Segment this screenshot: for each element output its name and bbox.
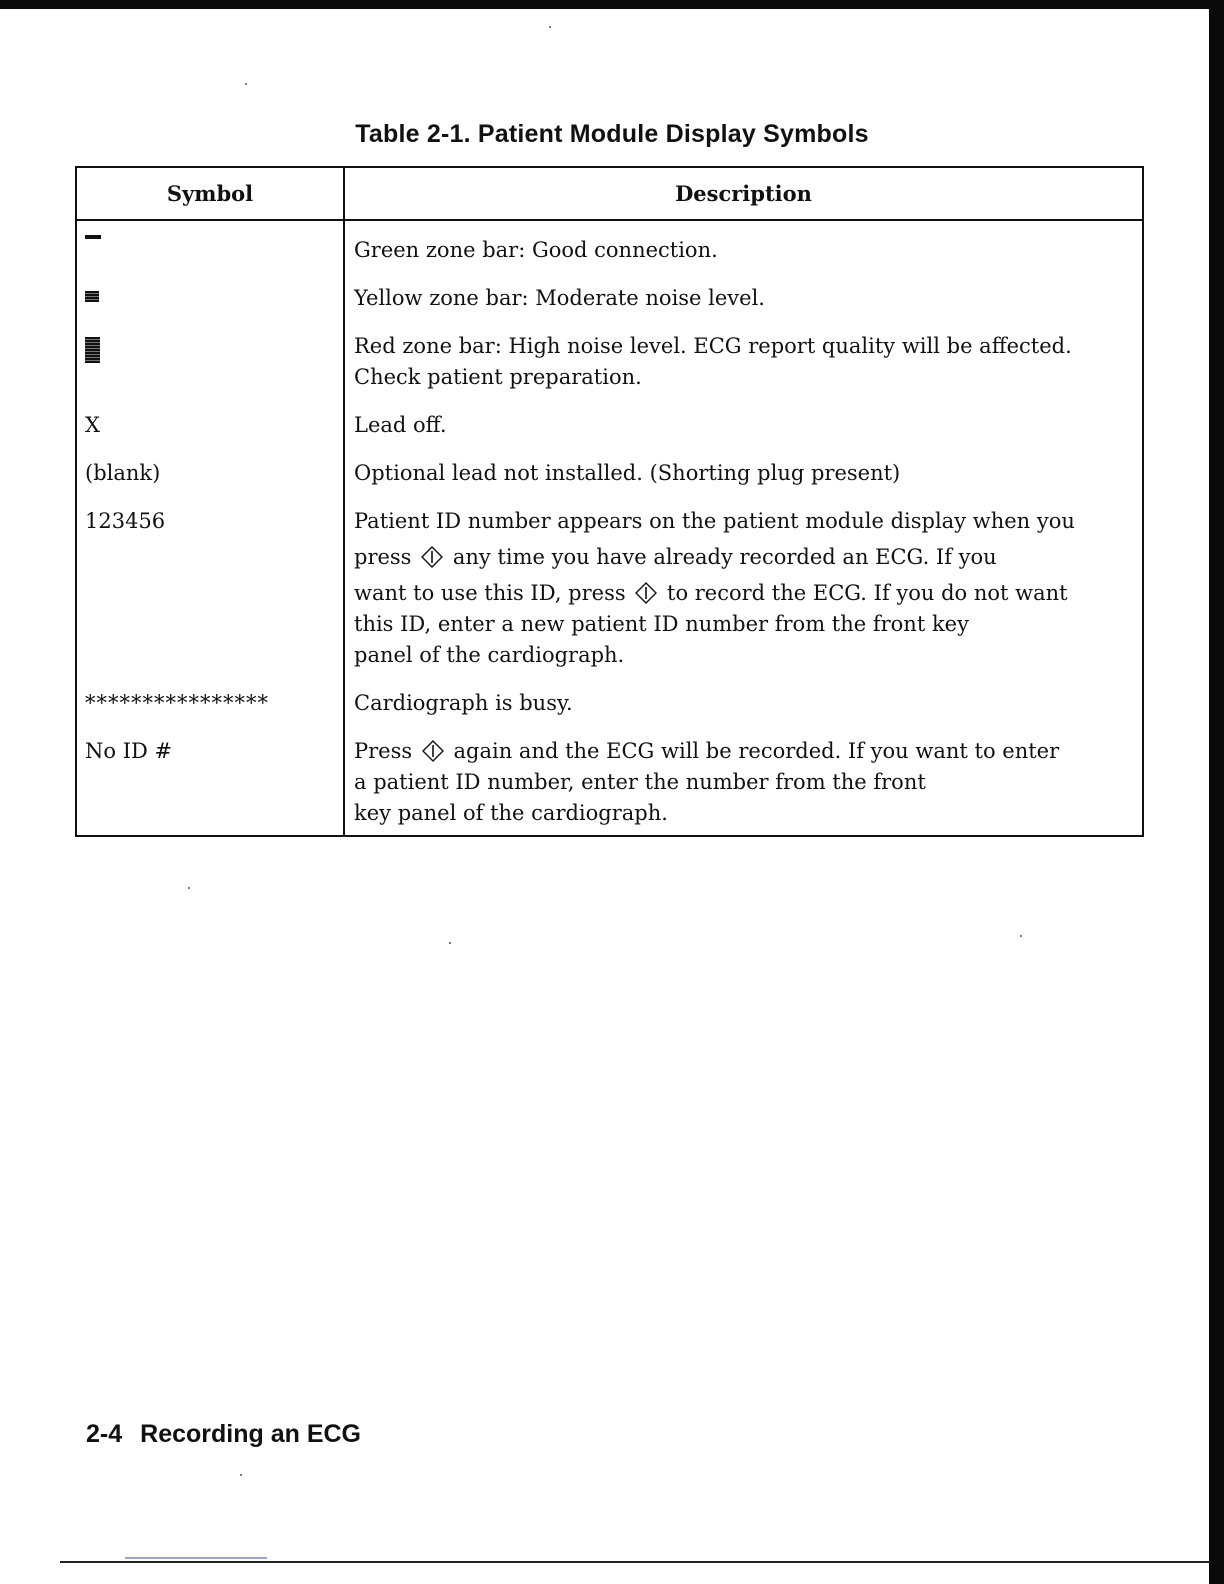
scan-speck <box>240 1474 242 1476</box>
record-key-icon <box>635 582 657 604</box>
table-row <box>76 736 1143 836</box>
symbol-cell: 123456 <box>76 506 344 688</box>
table-row <box>76 220 1143 283</box>
description-line: Red zone bar: High noise level. ECG report quality will be affected. <box>354 334 1072 358</box>
description-cell <box>344 283 1143 331</box>
description-line: Cardiograph is busy. <box>354 691 573 715</box>
description-cell <box>344 331 1143 410</box>
page-number: 2-4 <box>86 1420 123 1448</box>
page-footer <box>86 1420 361 1449</box>
table-row <box>76 688 1143 736</box>
scan-speck <box>188 887 190 889</box>
yellow-zone-bar-icon <box>85 291 99 302</box>
symbol-cell: (blank) <box>76 458 344 506</box>
description-line: a patient ID number, enter the number from the front <box>354 770 926 794</box>
scan-mark <box>125 1557 267 1559</box>
scan-border-bottom <box>60 1561 1210 1563</box>
description-line: Green zone bar: Good connection. <box>354 238 718 262</box>
description-line <box>354 542 1134 573</box>
record-key-icon <box>421 546 443 568</box>
table-row <box>76 506 1143 688</box>
description-line: this ID, enter a new patient ID number from the front key <box>354 612 969 636</box>
description-line: Patient ID number appears on the patient module display when you <box>354 509 1075 533</box>
symbol-cell <box>76 283 344 331</box>
description-line: Optional lead not installed. (Shorting plug present) <box>354 461 901 485</box>
description-text: press <box>354 545 412 569</box>
description-line: Check patient preparation. <box>354 365 642 389</box>
description-text: Press <box>354 739 413 763</box>
scan-border-top <box>0 0 1224 9</box>
description-line: Yellow zone bar: Moderate noise level. <box>354 286 765 310</box>
scan-speck <box>245 83 247 85</box>
description-cell <box>344 506 1143 688</box>
description-cell <box>344 458 1143 506</box>
description-line: key panel of the cardiograph. <box>354 801 668 825</box>
scan-speck <box>1020 935 1022 937</box>
description-line: panel of the cardiograph. <box>354 643 625 667</box>
symbols-table <box>75 166 1144 837</box>
description-cell <box>344 688 1143 736</box>
header-description: Description <box>344 167 1143 220</box>
description-line <box>354 578 1134 609</box>
symbol-cell: No ID # <box>76 736 344 836</box>
table-title: Table 2-1. Patient Module Display Symbols <box>355 120 869 148</box>
red-zone-bar-icon <box>85 337 100 363</box>
table-header-row <box>76 167 1143 220</box>
description-text: any time you have already recorded an ECG. If you <box>452 545 997 569</box>
description-line <box>354 736 1134 767</box>
scan-speck <box>449 942 451 944</box>
table-row <box>76 283 1143 331</box>
symbol-cell: **************** <box>76 688 344 736</box>
description-cell <box>344 736 1143 836</box>
description-text: want to use this ID, press <box>354 581 626 605</box>
table-row <box>76 458 1143 506</box>
description-cell <box>344 410 1143 458</box>
symbol-cell <box>76 220 344 283</box>
symbol-cell: X <box>76 410 344 458</box>
record-key-icon <box>422 740 444 762</box>
description-cell <box>344 220 1143 283</box>
description-text: to record the ECG. If you do not want <box>667 581 1068 605</box>
symbol-cell <box>76 331 344 410</box>
table-row <box>76 331 1143 410</box>
description-line: Lead off. <box>354 413 447 437</box>
green-zone-bar-icon <box>85 235 101 239</box>
scan-speck <box>549 26 551 28</box>
header-symbol: Symbol <box>76 167 344 220</box>
scan-border-right <box>1209 0 1224 1584</box>
section-title: Recording an ECG <box>140 1420 362 1448</box>
description-text: again and the ECG will be recorded. If you want to enter <box>453 739 1060 763</box>
table-row <box>76 410 1143 458</box>
